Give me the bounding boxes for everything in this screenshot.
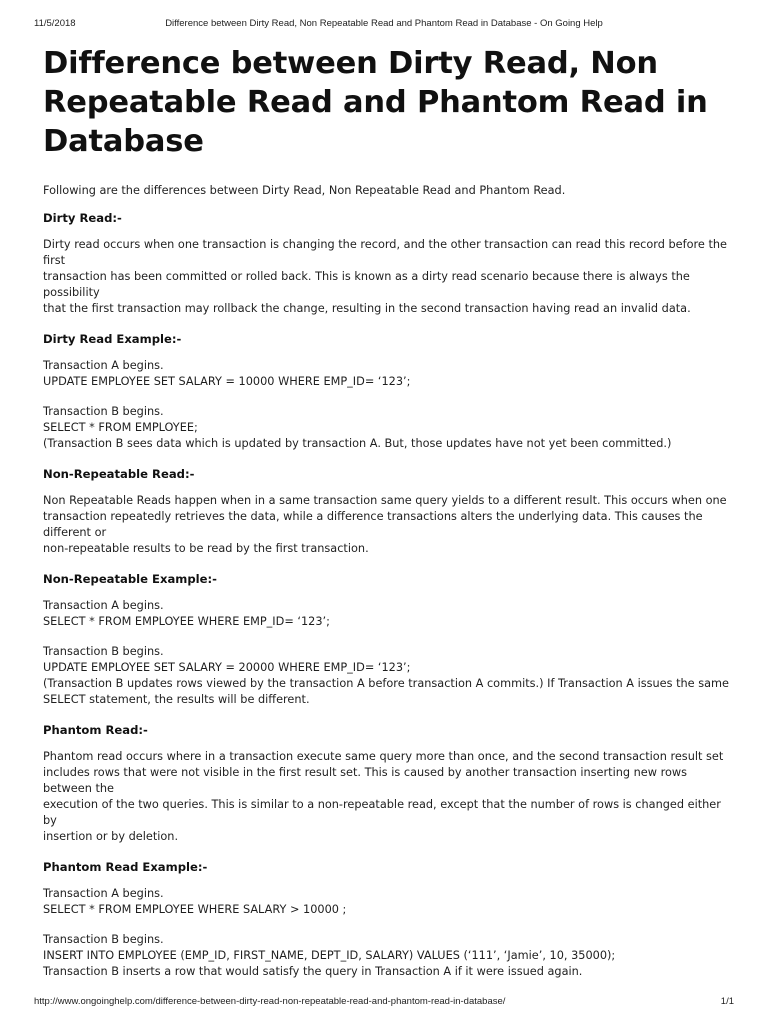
section-paragraph <box>43 886 735 918</box>
section-paragraph <box>43 932 735 980</box>
text-line: (Transaction B updates rows viewed by the transaction A before transaction A commits.) If Transaction A issues the same <box>43 677 729 690</box>
section-paragraph <box>43 237 735 317</box>
text-line: insertion or by deletion. <box>43 830 179 843</box>
print-date: 11/5/2018 <box>34 18 76 29</box>
section-heading: Phantom Read Example:- <box>43 860 208 874</box>
text-line: SELECT * FROM EMPLOYEE WHERE SALARY > 10000 ; <box>43 903 347 916</box>
text-line: Transaction B begins. <box>43 645 164 658</box>
section-heading: Dirty Read:- <box>43 211 122 225</box>
text-line: Transaction B inserts a row that would satisfy the query in Transaction A if it were issued again. <box>43 965 583 978</box>
section-paragraph <box>43 358 735 390</box>
text-line: Dirty read occurs when one transaction is changing the record, and the other transaction can read this record before the first <box>43 238 728 267</box>
text-line: execution of the two queries. This is similar to a non-repeatable read, except that the number of rows is changed either by <box>43 798 721 827</box>
text-line: that the first transaction may rollback the change, resulting in the second transaction having read an invalid data. <box>43 302 691 315</box>
section-heading: Phantom Read:- <box>43 723 148 737</box>
section-heading: Dirty Read Example:- <box>43 332 182 346</box>
article <box>43 44 735 994</box>
text-line: SELECT * FROM EMPLOYEE; <box>43 421 198 434</box>
text-line: SELECT statement, the results will be different. <box>43 693 310 706</box>
text-line: Transaction B begins. <box>43 933 164 946</box>
article-intro: Following are the differences between Dirty Read, Non Repeatable Read and Phantom Read. <box>43 184 566 197</box>
text-line: Transaction B begins. <box>43 405 164 418</box>
section-heading: Non-Repeatable Example:- <box>43 572 217 586</box>
text-line: UPDATE EMPLOYEE SET SALARY = 10000 WHERE EMP_ID= ‘123’; <box>43 375 411 388</box>
print-footer <box>0 996 768 1010</box>
text-line: transaction has been committed or rolled back. This is known as a dirty read scenario because there is always the possibility <box>43 270 690 299</box>
text-line: Transaction A begins. <box>43 887 164 900</box>
section-paragraph <box>43 404 735 452</box>
text-line: INSERT INTO EMPLOYEE (EMP_ID, FIRST_NAME, DEPT_ID, SALARY) VALUES (‘111’, ‘Jamie’, 10, 35000); <box>43 949 616 962</box>
text-line: Non Repeatable Reads happen when in a same transaction same query yields to a different result. This occurs when one <box>43 494 727 507</box>
section-paragraph <box>43 749 735 845</box>
text-line: SELECT * FROM EMPLOYEE WHERE EMP_ID= ‘123’; <box>43 615 330 628</box>
page-number: 1/1 <box>720 996 734 1007</box>
section-paragraph <box>43 493 735 557</box>
text-line: non-repeatable results to be read by the first transaction. <box>43 542 369 555</box>
text-line: Transaction A begins. <box>43 599 164 612</box>
print-page-title: Difference between Dirty Read, Non Repeatable Read and Phantom Read in Database - On Going Help <box>165 18 603 29</box>
article-title: Difference between Dirty Read, Non Repeatable Read and Phantom Read in Database <box>43 46 708 159</box>
text-line: transaction repeatedly retrieves the data, while a difference transactions alters the underlying data. This causes the different or <box>43 510 703 539</box>
text-line: (Transaction B sees data which is updated by transaction A. But, those updates have not yet been committed.) <box>43 437 672 450</box>
print-header <box>0 18 768 32</box>
section-paragraph <box>43 598 735 630</box>
text-line: Transaction A begins. <box>43 359 164 372</box>
text-line: UPDATE EMPLOYEE SET SALARY = 20000 WHERE EMP_ID= ‘123’; <box>43 661 411 674</box>
text-line: includes rows that were not visible in the first result set. This is caused by another transaction inserting new rows between the <box>43 766 688 795</box>
section-heading: Non-Repeatable Read:- <box>43 467 195 481</box>
article-sections <box>43 210 735 980</box>
text-line: Phantom read occurs where in a transaction execute same query more than once, and the second transaction result set <box>43 750 724 763</box>
page-url: http://www.ongoinghelp.com/difference-between-dirty-read-non-repeatable-read-and-phantom-read-in-database/ <box>34 996 506 1007</box>
section-paragraph <box>43 644 735 708</box>
